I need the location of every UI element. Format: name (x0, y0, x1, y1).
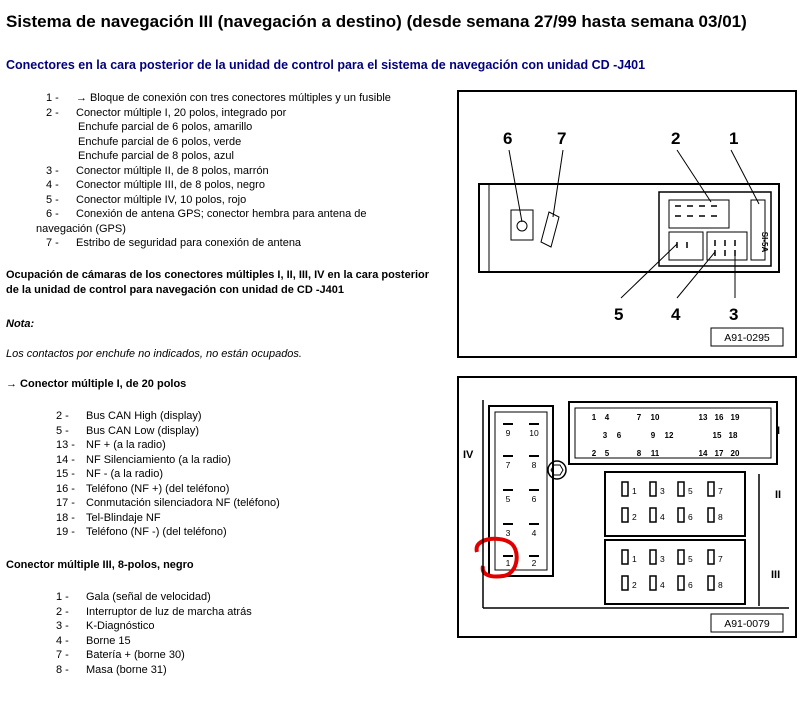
list-item: Enchufe parcial de 6 polos, amarillo (78, 121, 253, 133)
pin-label: 12 (664, 431, 674, 440)
list-item: 2 - Bus CAN High (display) (56, 410, 202, 422)
list-item: 4 - Conector múltiple III, de 8 polos, negro (46, 179, 265, 191)
pin-label: 9 (505, 428, 511, 438)
component-list (36, 91, 446, 251)
figure1-code: A91-0295 (724, 332, 770, 344)
pin-label: 1 (591, 413, 597, 422)
note-text: Los contactos por enchufe no indicados, no están ocupados. (6, 348, 302, 360)
callout-6: 6 (503, 129, 513, 148)
pin-label: 10 (650, 413, 660, 422)
list-item: Enchufe parcial de 6 polos, verde (78, 135, 242, 148)
pin-label: 4 (660, 580, 665, 590)
figure-pinout-svg (459, 378, 795, 636)
list-item: Enchufe parcial de 8 polos, azul (78, 150, 234, 162)
pin-label: 2 (531, 558, 537, 568)
roman-label: II (775, 489, 782, 501)
pin-label: 5 (604, 449, 610, 458)
roman-label: IV (463, 449, 474, 461)
list-item: 1 - Gala (señal de velocidad) (56, 591, 211, 603)
pin-label: 19 (730, 413, 740, 422)
pin-label: 1 (505, 558, 511, 568)
connector3-heading: Conector múltiple III, 8-polos, negro (6, 559, 194, 571)
pin-label: 15 (712, 431, 722, 440)
roman-label: III (771, 569, 781, 581)
list-item: 18 - Tel-Blindaje NF (56, 511, 161, 524)
list-item: 5 - Bus CAN Low (display) (56, 424, 200, 437)
pin-label: 8 (636, 449, 642, 458)
figure2-code: A91-0079 (724, 618, 770, 630)
callout-4: 4 (671, 305, 681, 324)
pin-label: 7 (636, 413, 642, 422)
list-item: 8 - Masa (borne 31) (56, 663, 167, 676)
pin-label: 4 (531, 528, 537, 538)
pin-label: 5 (688, 486, 693, 496)
pin-label: 8 (718, 580, 723, 590)
pin-label: 2 (632, 512, 637, 522)
list-item: 14 - NF Silenciamiento (a la radio) (56, 453, 231, 466)
pin-label: 6 (688, 580, 693, 590)
list-item: navegación (GPS) (36, 222, 126, 235)
occupation-heading: Ocupación de cámaras de los conectores múltiples I, II, III, IV en la cara posterior de la unidad de control para navegación con unidad de CD -J401 (6, 269, 430, 296)
figure-control-unit-rear (457, 90, 797, 358)
list-item: 1 - → Bloque de conexión con tres conectores múltiples y un fusible (46, 92, 391, 104)
pin-label: 3 (660, 486, 665, 496)
pin-label: 10 (529, 428, 539, 438)
pin-label: 9 (650, 431, 656, 440)
connector1-list (56, 409, 436, 540)
pin-label: 4 (660, 512, 665, 522)
pin-label: 1 (632, 486, 637, 496)
pin-label: 7 (505, 460, 511, 470)
pin-label: 2 (591, 449, 597, 458)
callout-1: 1 (729, 129, 739, 148)
fuse-label: SI-5A (760, 231, 769, 253)
roman-label: I (777, 425, 781, 437)
list-item: 2 - Conector múltiple I, 20 polos, integrado por (46, 106, 287, 119)
note-label: Nota: (6, 318, 35, 330)
pin-label: 8 (718, 512, 723, 522)
callout-2: 2 (671, 129, 681, 148)
pin-label: 13 (698, 413, 708, 422)
page-title: Sistema de navegación III (navegación a destino) (desde semana 27/99 hasta semana 03/01) (6, 12, 747, 31)
callout-5: 5 (614, 305, 624, 324)
pin-label: 2 (632, 580, 637, 590)
list-item: 3 - K-Diagnóstico (56, 620, 155, 632)
pin-label: 6 (531, 494, 537, 504)
pin-label: 6 (616, 431, 622, 440)
list-item: 17 - Conmutación silenciadora NF (teléfono) (56, 497, 280, 509)
list-item: 15 - NF - (a la radio) (56, 468, 164, 480)
connector3-list (56, 590, 436, 677)
callout-3: 3 (729, 305, 739, 324)
connector1-heading: → Conector múltiple I, de 20 polos (6, 378, 187, 390)
pin-label: 3 (602, 431, 608, 440)
pin-label: 18 (728, 431, 738, 440)
pin-label: 4 (604, 413, 610, 422)
list-item: 19 - Teléfono (NF -) (del teléfono) (56, 526, 227, 538)
figure-connector-pinout (457, 376, 797, 638)
pin-label: 5 (688, 554, 693, 564)
pin-label: 11 (650, 449, 660, 458)
pin-label: 16 (714, 413, 724, 422)
pin-label: 8 (531, 460, 537, 470)
pin-label: 1 (632, 554, 637, 564)
list-item: 7 - Estribo de seguridad para conexión de antena (46, 237, 302, 249)
pin-label: 20 (730, 449, 740, 458)
list-item: 7 - Batería + (borne 30) (56, 649, 185, 661)
pin-label: 6 (688, 512, 693, 522)
figure-control-unit-svg (459, 92, 795, 356)
pin-label: 3 (660, 554, 665, 564)
list-item: 4 - Borne 15 (56, 634, 131, 647)
pin-label: 5 (505, 494, 511, 504)
callout-7: 7 (557, 129, 567, 148)
list-item: 3 - Conector múltiple II, de 8 polos, marrón (46, 164, 269, 177)
pin-label: 7 (718, 486, 723, 496)
list-item: 13 - NF + (a la radio) (56, 439, 166, 451)
list-item: 2 - Interruptor de luz de marcha atrás (56, 605, 252, 618)
page-subtitle: Conectores en la cara posterior de la unidad de control para el sistema de navegación con unidad CD -J401 (6, 58, 646, 72)
list-item: 5 - Conector múltiple IV, 10 polos, rojo (46, 193, 247, 206)
pin-label: 7 (718, 554, 723, 564)
pin-label: 17 (714, 449, 724, 458)
list-item: 16 - Teléfono (NF +) (del teléfono) (56, 482, 230, 495)
pin-label: 14 (698, 449, 708, 458)
pin-label: 3 (505, 528, 511, 538)
list-item: 6 - Conexión de antena GPS; conector hembra para antena de (46, 208, 367, 220)
